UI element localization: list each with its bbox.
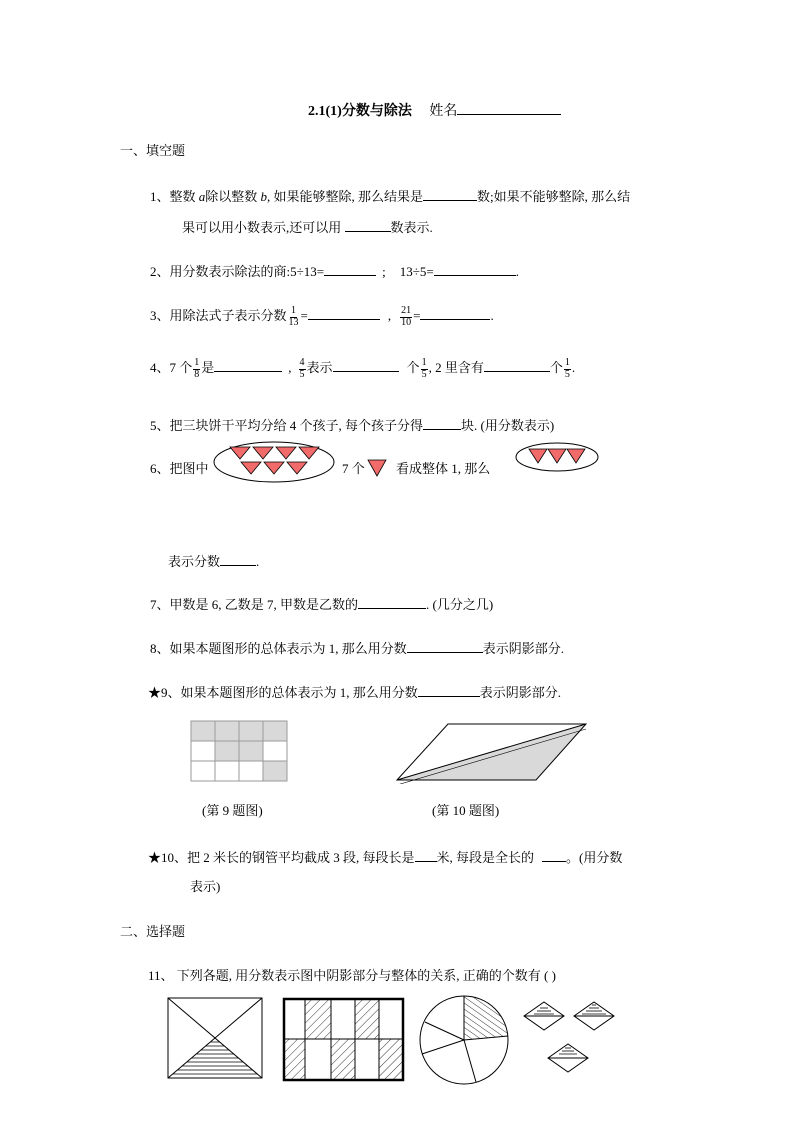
q5-blank[interactable] <box>423 417 461 430</box>
q3-blank-2[interactable] <box>420 307 490 320</box>
q5-text: 块. (用分数表示) <box>461 418 555 433</box>
shaded-cell <box>239 741 263 761</box>
q9-text: ★9、如果本题图形的总体表示为 1, 那么用分数 <box>148 685 418 700</box>
q6-blank[interactable] <box>220 553 256 566</box>
shaded-cell <box>263 761 287 781</box>
q10-text: 。(用分数 <box>566 850 623 865</box>
q3-text: = <box>300 307 308 323</box>
q4-text: 个 <box>406 359 420 375</box>
q2-text: . <box>515 264 519 279</box>
question-6-label: 6、把图中 <box>150 461 209 476</box>
q1-blank-2[interactable] <box>345 219 391 232</box>
q4-blank-1[interactable] <box>214 359 282 372</box>
q2-text: 13÷5= <box>399 264 434 279</box>
q1-text: 数;如果不能够整除, 那么结 <box>477 189 631 204</box>
q4-text: 4、7 个 <box>150 359 193 375</box>
triangle-mark <box>548 449 566 463</box>
q1-text: 果可以用小数表示,还可以用 <box>182 220 345 235</box>
q7-blank[interactable] <box>358 596 426 609</box>
question-4 <box>150 358 575 380</box>
pie-figure <box>416 994 512 1086</box>
q4-text: , 2 里含有 <box>428 359 484 375</box>
page-title <box>308 102 561 119</box>
q2-text: ; <box>382 264 386 279</box>
shaded-cell <box>215 721 239 741</box>
shaded-cell <box>215 741 239 761</box>
q2-blank-1[interactable] <box>324 263 376 276</box>
q6-text: 表示分数 <box>168 554 221 569</box>
question-8 <box>150 640 564 655</box>
triangle-mark <box>253 447 273 459</box>
q4-blank-3[interactable] <box>484 359 550 372</box>
q9-blank[interactable] <box>418 684 480 697</box>
q3-blank-1[interactable] <box>308 307 380 320</box>
question-6-text: 看成整体 1, 那么 <box>396 461 491 476</box>
question-3 <box>150 306 494 328</box>
q8-blank[interactable] <box>407 640 483 653</box>
q3-text: . <box>490 307 494 323</box>
q4-text: 个 <box>549 359 563 375</box>
caption-figure-10: (第 10 题图) <box>432 803 500 818</box>
question-1-line-1 <box>150 188 630 203</box>
triangle-mark <box>241 462 261 474</box>
triangle-mark <box>567 449 585 463</box>
fraction: $\frac{1}{5}$ <box>421 357 427 380</box>
q10-blank-1[interactable] <box>415 849 437 862</box>
question-6-line-2 <box>168 553 259 568</box>
question-2 <box>150 263 519 278</box>
q1-blank-1[interactable] <box>423 188 477 201</box>
square-diagonals-figure <box>166 996 266 1082</box>
q3-text: , <box>387 307 392 323</box>
name-label: 姓名 <box>429 104 458 119</box>
q1-var-b: b <box>260 189 268 204</box>
shaded-cell <box>263 721 287 741</box>
q10-blank-2[interactable] <box>542 849 566 862</box>
question-5 <box>150 417 554 432</box>
q5-text: 5、把三块饼干平均分给 4 个孩子, 每个孩子分得 <box>150 418 424 433</box>
q4-text: , <box>288 359 292 375</box>
shaded-cell <box>191 721 215 741</box>
fraction: $\frac{4}{5}$ <box>299 357 305 380</box>
fraction: $\frac{1}{8}$ <box>194 357 200 380</box>
grid-figure-9 <box>190 720 290 782</box>
caption-figure-9: (第 9 题图) <box>202 803 263 818</box>
small-triangles-figure <box>522 1000 622 1074</box>
q1-text: 除以整数 <box>205 189 261 204</box>
q1-text: 数表示. <box>390 220 433 235</box>
q4-text: . <box>571 359 576 375</box>
fraction: $\frac{1}{13}$ <box>288 305 299 328</box>
q4-text: 是 <box>201 359 215 375</box>
q10-text: 米, 每段是全长的 <box>436 850 535 865</box>
shaded-cell <box>239 721 263 741</box>
q7-text: . (几分之几) <box>426 597 494 612</box>
q9-text: 表示阴影部分. <box>479 685 562 700</box>
question-11: 11、 下列各题, 用分数表示图中阴影部分与整体的关系, 正确的个数有 ( ) <box>148 968 556 983</box>
q1-text: , 如果能够整除, 那么结果是 <box>267 189 424 204</box>
q4-blank-2[interactable] <box>333 359 399 372</box>
question-6-count: 7 个 <box>342 461 365 476</box>
q4-text: 表示 <box>306 359 333 375</box>
q3-text: = <box>413 307 421 323</box>
small-oval-with-triangles-figure <box>514 441 600 473</box>
q8-text: 8、如果本题图形的总体表示为 1, 那么用分数 <box>150 641 407 656</box>
parallelogram-figure-10 <box>392 722 590 784</box>
question-1-line-2 <box>182 219 433 234</box>
triangle-mark <box>287 462 307 474</box>
question-10-line-2: 表示) <box>190 879 221 894</box>
q1-var-a: a <box>198 189 206 204</box>
triangle-mark <box>276 447 296 459</box>
triangle-mark <box>529 449 547 463</box>
question-7 <box>150 596 493 611</box>
q3-text: 3、用除法式子表示分数 <box>150 307 287 323</box>
q7-text: 7、甲数是 6, 乙数是 7, 甲数是乙数的 <box>150 597 359 612</box>
triangle-mark <box>299 447 319 459</box>
title-text: 2.1(1)分数与除法 <box>308 104 412 119</box>
hatched-rectangle-figure <box>281 996 407 1084</box>
question-9 <box>148 684 561 699</box>
q6-text: . <box>256 554 260 569</box>
section-heading-choice: 二、选择题 <box>120 924 186 939</box>
name-blank <box>457 102 561 115</box>
q8-text: 表示阴影部分. <box>482 641 565 656</box>
q2-text: 2、用分数表示除法的商:5÷13= <box>150 264 325 279</box>
fraction: $\frac{1}{5}$ <box>564 357 570 380</box>
fraction: $\frac{21}{10}$ <box>401 305 412 328</box>
single-triangle-icon <box>367 458 387 478</box>
triangle-mark <box>230 447 250 459</box>
q10-text: ★10、把 2 米长的钢管平均截成 3 段, 每段长是 <box>148 850 415 865</box>
oval-with-triangles-figure <box>212 440 336 484</box>
section-heading-fill: 一、填空题 <box>120 143 186 158</box>
q2-blank-2[interactable] <box>434 263 516 276</box>
triangle-mark <box>264 462 284 474</box>
q1-text: 1、整数 <box>150 189 199 204</box>
question-10 <box>148 849 622 864</box>
